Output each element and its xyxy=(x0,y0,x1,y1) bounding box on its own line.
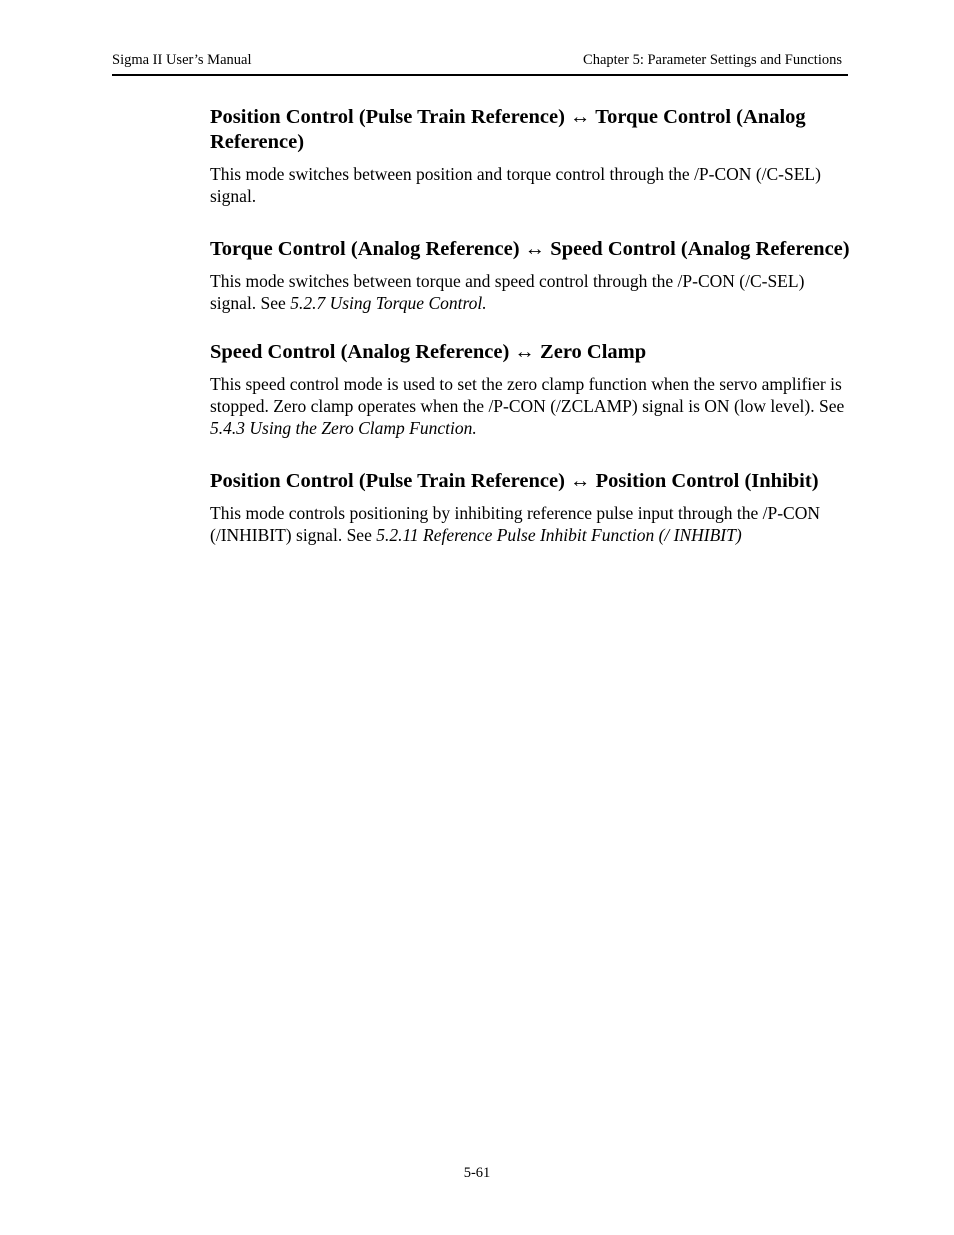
chapter-title: Chapter 5: Parameter Settings and Functions xyxy=(583,52,842,68)
section-heading: Position Control (Pulse Train Reference) ↔ Position Control (Inhibit) xyxy=(210,470,819,492)
section-body xyxy=(210,502,850,546)
section-body xyxy=(210,163,850,207)
body-text: This mode controls positioning by inhibiting reference pulse input through the /P-CON (/INHIBIT) signal. See xyxy=(210,503,820,545)
section-speed-zero-clamp xyxy=(210,340,850,439)
page-header xyxy=(112,52,848,76)
body-text: This speed control mode is used to set the zero clamp function when the servo amplifier is stopped. Zero clamp operates when the /P-CON (/ZCLAMP) signal is ON (low level). See xyxy=(210,374,845,416)
page-content xyxy=(210,105,850,576)
section-heading: Torque Control (Analog Reference) ↔ Speed Control (Analog Reference) xyxy=(210,238,850,260)
manual-title: Sigma II User’s Manual xyxy=(112,52,252,68)
section-position-torque xyxy=(210,105,850,207)
cross-reference-link[interactable]: 5.2.7 Using Torque Control. xyxy=(290,293,487,313)
section-heading: Speed Control (Analog Reference) ↔ Zero Clamp xyxy=(210,341,647,363)
cross-reference-link[interactable]: 5.4.3 Using the Zero Clamp Function. xyxy=(210,418,477,438)
page-footer xyxy=(0,1165,954,1182)
body-text: This mode switches between torque and speed control through the /P-CON (/C-SEL) signal. See xyxy=(210,271,805,313)
cross-reference-link[interactable]: 5.2.11 Reference Pulse Inhibit Function (/ INHIBIT) xyxy=(376,525,742,545)
section-heading: Position Control (Pulse Train Reference) ↔ Torque Control (Analog Reference) xyxy=(210,106,806,153)
section-body xyxy=(210,270,850,314)
section-body xyxy=(210,373,850,439)
page-number: 5-61 xyxy=(463,1165,491,1181)
section-position-inhibit xyxy=(210,469,850,546)
section-torque-speed xyxy=(210,237,850,314)
body-text: This mode switches between position and torque control through the /P-CON (/C-SEL) signal. xyxy=(210,164,821,206)
